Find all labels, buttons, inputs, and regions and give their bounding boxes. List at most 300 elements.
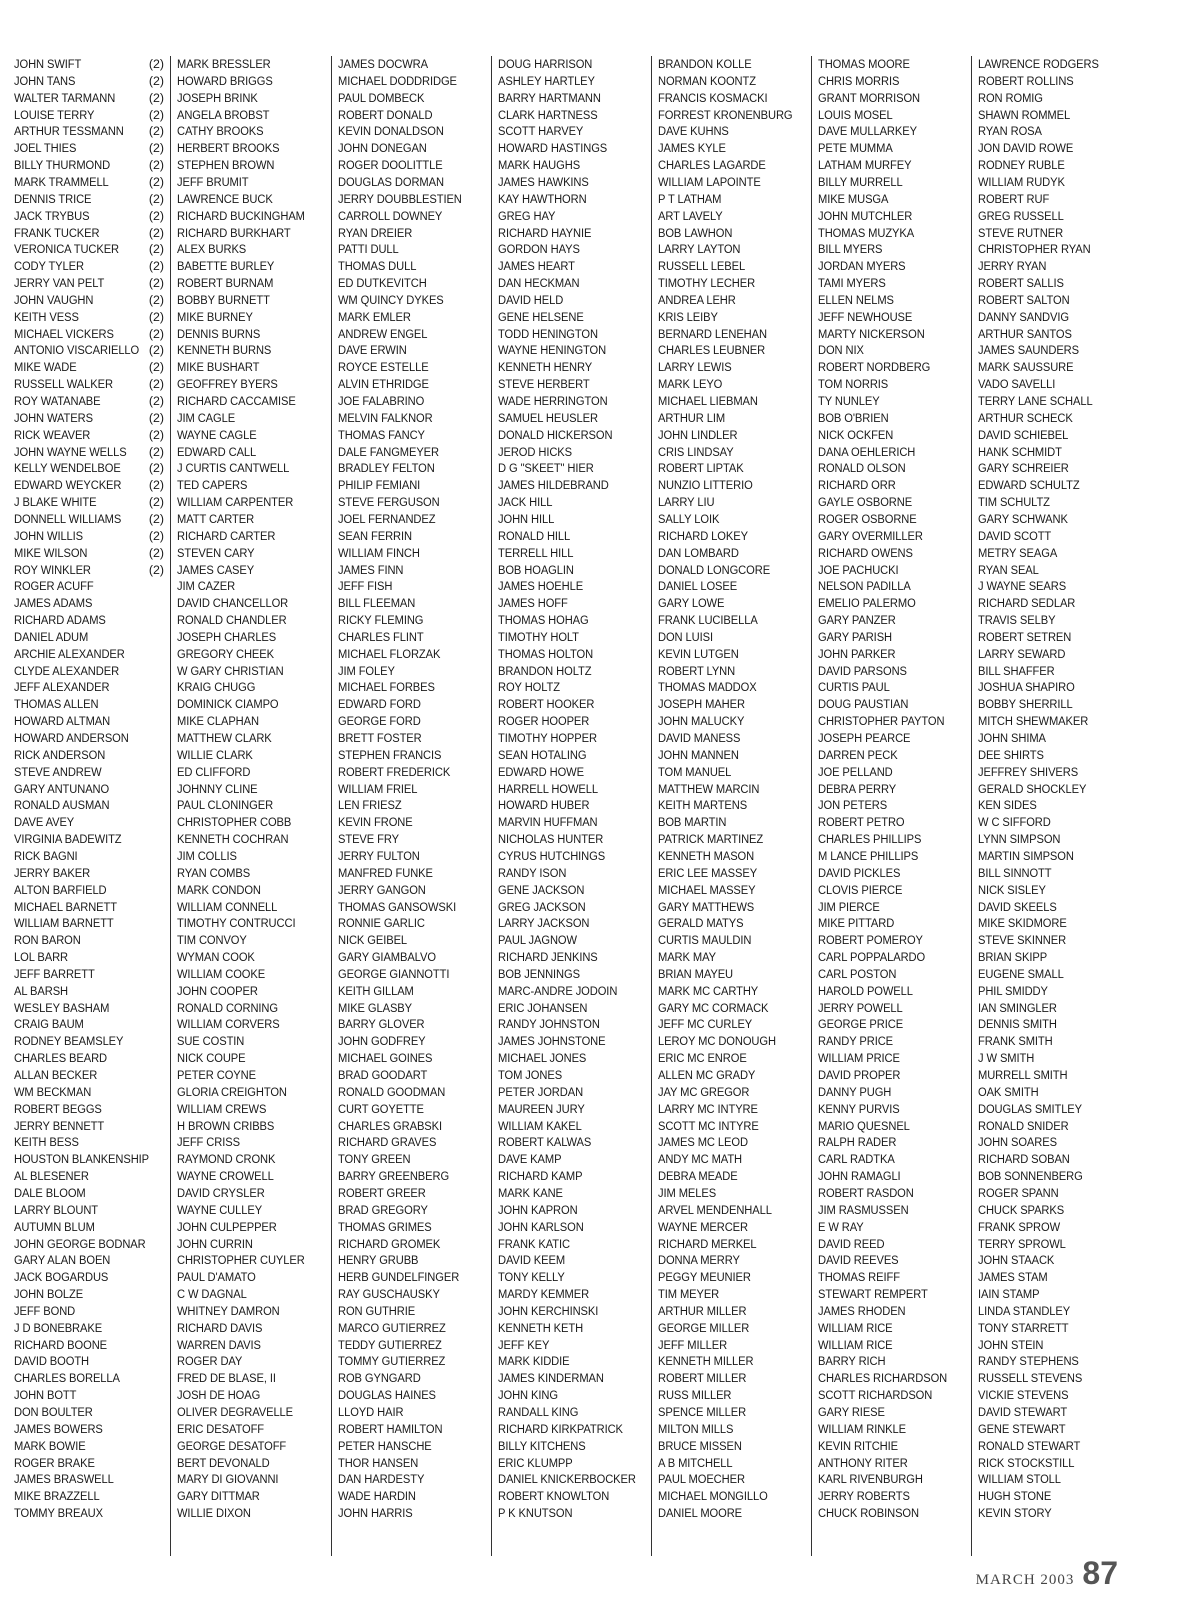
list-item-name: H BROWN CRIBBS	[177, 1118, 275, 1133]
list-item-name: WILLIAM BARNETT	[14, 916, 114, 931]
list-item-name: RICHARD ORR	[818, 478, 896, 493]
list-item-name: MICHAEL DODDRIDGE	[338, 73, 457, 88]
entry-count: (2)	[148, 360, 164, 375]
list-item-name: CHRISTOPHER RYAN	[978, 242, 1091, 257]
list-item-name: W C SIFFORD	[978, 815, 1051, 830]
list-item-name: ERIC JOHANSEN	[498, 1000, 588, 1015]
list-item-name: DAVID REED	[818, 1236, 885, 1251]
list-item-name: DAVE AVEY	[14, 815, 75, 830]
list-item-name: RICHARD KAMP	[498, 1169, 583, 1184]
list-item-name: ROBERT RUF	[978, 191, 1050, 206]
list-item-name: JOHN LINDLER	[658, 427, 738, 442]
list-item-name: BOB O'BRIEN	[818, 410, 889, 425]
list-item-name: KEN SIDES	[978, 798, 1037, 813]
entry-count: (2)	[148, 495, 164, 510]
list-item-name: DAVE MULLARKEY	[818, 124, 917, 139]
list-item-name: RYAN ROSA	[978, 124, 1042, 139]
list-item-name: RAYMOND CRONK	[177, 1152, 276, 1167]
list-item-name: CHRISTOPHER PAYTON	[818, 714, 945, 729]
entry-count: (2)	[148, 562, 164, 577]
list-item-name: BRUCE MISSEN	[658, 1438, 742, 1453]
list-item-name: NICK GEIBEL	[338, 933, 408, 948]
list-item-name: TERRY SPROWL	[978, 1236, 1066, 1251]
list-item-name: JEFF KEY	[498, 1337, 550, 1352]
list-item-name: BOB SONNENBERG	[978, 1169, 1083, 1184]
list-item-name: RONALD OLSON	[818, 461, 906, 476]
list-item-name: DAVID SKEELS	[978, 899, 1057, 914]
entry-count: (2)	[148, 90, 164, 105]
list-item-name: STEVE FERGUSON	[338, 495, 440, 510]
list-item-name: MELVIN FALKNOR	[338, 410, 433, 425]
list-item-name: CARROLL DOWNEY	[338, 208, 443, 223]
list-item-name: WILLIAM LAPOINTE	[658, 174, 761, 189]
name-column-5	[651, 56, 816, 1556]
list-item-name: J D BONEBRAKE	[14, 1320, 103, 1335]
list-item-name: TODD HENINGTON	[498, 326, 598, 341]
list-item-name: DAVID SCHIEBEL	[978, 427, 1069, 442]
list-item-name: DAVID PROPER	[818, 1068, 901, 1082]
entry-count: (2)	[148, 242, 164, 257]
entry-count: (2)	[148, 444, 164, 459]
list-item-name: RONALD SNIDER	[978, 1118, 1069, 1133]
list-item-name: FRANK TUCKER	[14, 225, 100, 240]
list-item-name: NUNZIO LITTERIO	[658, 478, 753, 493]
list-item-name: JOHN MANNEN	[658, 747, 739, 762]
list-item-name: JEFF CRISS	[177, 1135, 240, 1150]
list-item-name: BRANDON KOLLE	[658, 57, 752, 71]
list-item-name: JAMES CASEY	[177, 562, 255, 577]
list-item-name: LEROY MC DONOUGH	[658, 1034, 776, 1049]
list-item-name: P T LATHAM	[658, 191, 722, 206]
list-item-name: DAVID BOOTH	[14, 1354, 90, 1369]
list-item-name: JAMES HOFF	[498, 596, 568, 611]
list-item-name: HOUSTON BLANKENSHIP	[14, 1152, 150, 1167]
list-item-name: KENNETH COCHRAN	[177, 832, 289, 847]
list-item-name: ARCHIE ALEXANDER	[14, 646, 125, 661]
list-item-name: VERONICA TUCKER	[14, 242, 120, 257]
list-item-name: WILLIAM RUDYK	[978, 174, 1065, 189]
list-item-name: JOHN RAMAGLI	[818, 1169, 901, 1184]
list-item-name: JOHN HARRIS	[338, 1506, 413, 1521]
list-item-name: MIKE SKIDMORE	[978, 916, 1067, 931]
list-item-name: TERRELL HILL	[498, 545, 574, 560]
list-item-name: DANA OEHLERICH	[818, 444, 916, 459]
list-item-name: STEPHEN BROWN	[177, 158, 275, 173]
list-item-name: JACK TRYBUS	[14, 208, 90, 223]
list-item-name: KEITH GILLAM	[338, 983, 414, 998]
list-item-name: ROBERT RASDON	[818, 1185, 914, 1200]
list-item-name: MARVIN HUFFMAN	[498, 815, 598, 830]
list-item-name: DOUGLAS DORMAN	[338, 174, 444, 189]
list-item-name: GARY MATTHEWS	[658, 899, 755, 914]
list-item-name: BARRY HARTMANN	[498, 90, 601, 105]
list-item-name: TIMOTHY HOLT	[498, 629, 579, 644]
list-item-name: BRANDON HOLTZ	[498, 663, 592, 678]
list-item-name: BOBBY SHERRILL	[978, 697, 1073, 712]
list-item-name: JACK BOGARDUS	[14, 1270, 109, 1285]
list-item-name: MILTON MILLS	[658, 1421, 734, 1436]
list-item-name: DEBRA MEADE	[658, 1169, 738, 1184]
list-item-name: DONNA MERRY	[658, 1253, 740, 1268]
list-item-name: MATT CARTER	[177, 511, 255, 526]
list-item-name: RICHARD KIRKPATRICK	[498, 1421, 623, 1436]
list-item-name: JOHN GODFREY	[338, 1034, 426, 1049]
list-item-name: TOM JONES	[498, 1068, 563, 1082]
list-item-name: RON GUTHRIE	[338, 1303, 416, 1318]
entry-count: (2)	[148, 191, 164, 206]
list-item-name: BILL MYERS	[818, 242, 883, 257]
list-item-name: RICHARD SOBAN	[978, 1152, 1070, 1167]
list-item-name: ROGER DAY	[177, 1354, 243, 1369]
list-item-name: WILLIAM RICE	[818, 1337, 893, 1352]
list-item-name: JERRY VAN PELT	[14, 276, 105, 291]
list-item-name: MIKE GLASBY	[338, 1000, 413, 1015]
list-item-name: AUTUMN BLUM	[14, 1219, 95, 1234]
list-item-name: GRANT MORRISON	[818, 90, 921, 105]
list-item-name: JERRY BAKER	[14, 865, 91, 880]
list-item-name: AL BARSH	[14, 983, 69, 998]
entry-count: (2)	[148, 309, 164, 324]
list-item-name: ASHLEY HARTLEY	[498, 73, 595, 88]
list-item-name: ROBERT HOOKER	[498, 697, 595, 712]
list-item-name: GERALD SHOCKLEY	[978, 781, 1087, 796]
list-item-name: JEFF BRUMIT	[177, 174, 249, 189]
list-item-name: GORDON HAYS	[498, 242, 580, 257]
list-item-name: RUSSELL LEBEL	[658, 259, 746, 274]
list-item-name: TIMOTHY LECHER	[658, 276, 756, 291]
list-item-name: JAMES STAM	[978, 1270, 1048, 1285]
list-item-name: KENNETH KETH	[498, 1320, 584, 1335]
list-item-name: THOMAS REIFF	[818, 1270, 900, 1285]
list-item-name: JOSEPH PEARCE	[818, 731, 911, 745]
list-item-name: GREG JACKSON	[498, 899, 586, 914]
list-item-name: DAVID SCOTT	[978, 528, 1052, 543]
list-item-name: TOM MANUEL	[658, 764, 732, 779]
list-item-name: JOSHUA SHAPIRO	[978, 680, 1075, 695]
list-item-name: JOHN SWIFT	[14, 57, 82, 71]
list-item-name: KAY HAWTHORN	[498, 191, 587, 206]
list-item-name: DAVE KAMP	[498, 1152, 562, 1167]
list-item-name: DAVID MANESS	[658, 731, 741, 745]
list-item-name: TED CAPERS	[177, 478, 248, 493]
list-item-name: DAN LOMBARD	[658, 545, 739, 560]
list-item-name: GARY SCHREIER	[978, 461, 1069, 476]
entry-count: (2)	[148, 73, 164, 88]
list-item-name: BOB HOAGLIN	[498, 562, 574, 577]
list-item-name: DOUG PAUSTIAN	[818, 697, 909, 712]
list-item-name: ROBERT HAMILTON	[338, 1421, 443, 1436]
list-item-name: JAMES KINDERMAN	[498, 1371, 604, 1386]
list-item-name: HENRY GRUBB	[338, 1253, 419, 1268]
list-item-name: MICHAEL FORBES	[338, 680, 435, 695]
list-item-name: CURTIS PAUL	[818, 680, 890, 695]
list-item-name: ARTHUR MILLER	[658, 1303, 747, 1318]
list-item-name: WHITNEY DAMRON	[177, 1303, 280, 1318]
list-item-name: JAMES HILDEBRAND	[498, 478, 609, 493]
list-item-name: DALE BLOOM	[14, 1185, 86, 1200]
list-item-name: KEITH VESS	[14, 309, 79, 324]
list-item-name: JOSH DE HOAG	[177, 1388, 261, 1403]
list-item-name: ROBERT MILLER	[658, 1371, 747, 1386]
list-item-name: ROBERT ROLLINS	[978, 73, 1074, 88]
list-item-name: SEAN HOTALING	[498, 747, 587, 762]
list-item-name: RANDY STEPHENS	[978, 1354, 1079, 1369]
list-item-name: BABETTE BURLEY	[177, 259, 275, 274]
list-item-name: RONNIE GARLIC	[338, 916, 425, 931]
list-item-name: RICHARD JENKINS	[498, 950, 598, 965]
list-item-name: VIRGINIA BADEWITZ	[14, 832, 122, 847]
list-item-name: RICKY FLEMING	[338, 613, 424, 628]
list-item-name: RON ROMIG	[978, 90, 1043, 105]
list-item-name: OAK SMITH	[978, 1084, 1039, 1099]
list-item-name: BRETT FOSTER	[338, 731, 422, 745]
list-item-name: MARK TRAMMELL	[14, 174, 109, 189]
list-item-name: A B MITCHELL	[658, 1455, 733, 1470]
list-item-name: CHARLES BORELLA	[14, 1371, 120, 1386]
list-item-name: JEFF BARRETT	[14, 966, 95, 981]
list-item-name: RONALD AUSMAN	[14, 798, 110, 813]
list-item-name: FORREST KRONENBURG	[658, 107, 793, 122]
list-item-name: AL BLESENER	[14, 1169, 89, 1184]
list-item-name: RAY GUSCHAUSKY	[338, 1287, 440, 1302]
list-item-name: PETE MUMMA	[818, 141, 893, 156]
list-item-name: BILL FLEEMAN	[338, 596, 416, 611]
list-item-name: TOMMY BREAUX	[14, 1506, 103, 1521]
list-item-name: CHUCK ROBINSON	[818, 1506, 919, 1521]
list-item-name: JEFF BOND	[14, 1303, 76, 1318]
list-item-name: JOE PELLAND	[818, 764, 893, 779]
list-item-name: JOHN KARLSON	[498, 1219, 584, 1234]
list-item-name: RON BARON	[14, 933, 81, 948]
list-item-name: MICHAEL JONES	[498, 1051, 587, 1066]
entry-count: (2)	[148, 208, 164, 223]
list-item-name: ROY HOLTZ	[498, 680, 560, 695]
list-item-name: PHIL SMIDDY	[978, 983, 1048, 998]
list-item-name: ANGELA BROBST	[177, 107, 270, 122]
list-item-name: CARL POSTON	[818, 966, 897, 981]
list-item-name: PATRICK MARTINEZ	[658, 832, 764, 847]
list-item-name: BOB LAWHON	[658, 225, 733, 240]
list-item-name: JOEL THIES	[14, 141, 77, 156]
list-item-name: STEVE FRY	[338, 832, 399, 847]
list-item-name: THOMAS DULL	[338, 259, 417, 274]
list-item-name: DENNIS TRICE	[14, 191, 92, 206]
list-item-name: DON LUISI	[658, 629, 713, 644]
list-item-name: MARK BOWIE	[14, 1438, 86, 1453]
list-item-name: THOMAS HOLTON	[498, 646, 594, 661]
list-item-name: GREG HAY	[498, 208, 556, 223]
list-item-name: STEPHEN FRANCIS	[338, 747, 442, 762]
list-item-name: SCOTT HARVEY	[498, 124, 584, 139]
list-item-name: JIM FOLEY	[338, 663, 395, 678]
list-item-name: LARRY LEWIS	[658, 360, 732, 375]
list-item-name: GREG RUSSELL	[978, 208, 1064, 223]
list-item-name: THOMAS ALLEN	[14, 697, 99, 712]
list-item-name: CHUCK SPARKS	[978, 1202, 1065, 1217]
entry-count: (2)	[148, 461, 164, 476]
list-item-name: EDWARD HOWE	[498, 764, 584, 779]
list-item-name: MARK MAY	[658, 950, 716, 965]
list-item-name: JERRY BENNETT	[14, 1118, 105, 1133]
list-item-name: TIM MEYER	[658, 1287, 720, 1302]
list-item-name: ROB GYNGARD	[338, 1371, 421, 1386]
list-item-name: RONALD CORNING	[177, 1000, 278, 1015]
list-item-name: DANIEL KNICKERBOCKER	[498, 1472, 636, 1487]
list-item-name: RUSSELL STEVENS	[978, 1371, 1083, 1386]
list-item-name: EMELIO PALERMO	[818, 596, 916, 611]
list-item-name: GARY ANTUNANO	[14, 781, 110, 796]
list-item-name: CATHY BROOKS	[177, 124, 264, 139]
list-item-name: FRED DE BLASE, II	[177, 1371, 276, 1386]
list-item-name: DEBRA PERRY	[818, 781, 897, 796]
list-item-name: LARRY LAYTON	[658, 242, 741, 257]
list-item-name: HANK SCHMIDT	[978, 444, 1062, 459]
list-item-name: PAUL D'AMATO	[177, 1270, 256, 1285]
list-item-name: METRY SEAGA	[978, 545, 1058, 560]
list-item-name: LOL BARR	[14, 950, 69, 965]
list-item-name: DAVID CHANCELLOR	[177, 596, 289, 611]
list-item-name: GARY GIAMBALVO	[338, 950, 436, 965]
list-item-name: CHRIS MORRIS	[818, 73, 900, 88]
list-item-name: THOMAS MUZYKA	[818, 225, 915, 240]
list-item-name: MURRELL SMITH	[978, 1068, 1068, 1082]
list-item-name: MICHAEL MONGILLO	[658, 1489, 768, 1504]
list-item-name: ALLAN BECKER	[14, 1068, 98, 1082]
list-item-name: GEORGE PRICE	[818, 1017, 904, 1032]
list-item-name: CHARLES FLINT	[338, 629, 424, 644]
list-item-name: HERBERT BROOKS	[177, 141, 280, 156]
list-item-name: ARVEL MENDENHALL	[658, 1202, 772, 1217]
list-item-name: JAMES BOWERS	[14, 1421, 103, 1436]
list-item-name: DAVID STEWART	[978, 1405, 1068, 1419]
list-item-name: ROBERT POMEROY	[818, 933, 923, 948]
list-item-name: JAMES HEART	[498, 259, 575, 274]
list-item-name: RICHARD GRAVES	[338, 1135, 437, 1150]
issue-date: MARCH 2003	[975, 1572, 1075, 1588]
list-item-name: RANDY ISON	[498, 865, 567, 880]
list-item-name: WAYNE HENINGTON	[498, 343, 607, 358]
list-item-name: GENE HELSENE	[498, 309, 584, 324]
list-item-name: RODNEY RUBLE	[978, 158, 1065, 173]
list-item-name: THOMAS MADDOX	[658, 680, 757, 695]
list-item-name: RYAN COMBS	[177, 865, 251, 880]
list-item-name: ELLEN NELMS	[818, 292, 894, 307]
list-item-name: PETER COYNE	[177, 1068, 256, 1082]
list-item-name: ROBERT BEGGS	[14, 1101, 102, 1116]
list-item-name: RICK WEAVER	[14, 427, 91, 442]
list-item-name: BILL SHAFFER	[978, 663, 1055, 678]
list-item-name: MARK EMLER	[338, 309, 411, 324]
list-item-name: TEDDY GUTIERREZ	[338, 1337, 442, 1352]
list-item-name: BRADLEY FELTON	[338, 461, 435, 476]
list-item-name: PHILIP FEMIANI	[338, 478, 421, 493]
list-item-name: JAMES HAWKINS	[498, 174, 589, 189]
entry-count: (2)	[148, 276, 164, 291]
entry-count: (2)	[148, 326, 164, 341]
list-item-name: ROGER SPANN	[978, 1185, 1059, 1200]
list-item-name: LARRY BLOUNT	[14, 1202, 99, 1217]
list-item-name: LOUIS MOSEL	[818, 107, 893, 122]
list-item-name: GARY ALAN BOEN	[14, 1253, 111, 1268]
list-item-name: CODY TYLER	[14, 259, 84, 274]
list-item-name: MAUREEN JURY	[498, 1101, 585, 1116]
list-item-name: JOHN PARKER	[818, 646, 896, 661]
list-item-name: MARY DI GIOVANNI	[177, 1472, 279, 1487]
entry-count: (2)	[148, 478, 164, 493]
list-item-name: EUGENE SMALL	[978, 966, 1064, 981]
list-item-name: JERRY DOUBBLESTIEN	[338, 191, 462, 206]
list-item-name: DAVID PARSONS	[818, 663, 907, 678]
list-item-name: JAY MC GREGOR	[658, 1084, 750, 1099]
list-item-name: WILLIAM COOKE	[177, 966, 266, 981]
list-item-name: TOM NORRIS	[818, 377, 889, 392]
list-item-name: MANFRED FUNKE	[338, 865, 433, 880]
list-item-name: KEVIN DONALDSON	[338, 124, 444, 139]
list-item-name: SPENCE MILLER	[658, 1405, 747, 1419]
list-item-name: JACK HILL	[498, 495, 553, 510]
list-item-name: MICHAEL MASSEY	[658, 882, 756, 897]
list-item-name: ROBERT SETREN	[978, 629, 1072, 644]
list-item-name: DONNELL WILLIAMS	[14, 511, 122, 526]
list-item-name: BERT DEVONALD	[177, 1455, 270, 1470]
list-item-name: WALTER TARMANN	[14, 90, 116, 105]
list-item-name: JERRY ROBERTS	[818, 1489, 910, 1504]
list-item-name: MARK MC CARTHY	[658, 983, 759, 998]
list-item-name: RICHARD BOONE	[14, 1337, 108, 1352]
list-item-name: ERIC KLUMPP	[498, 1455, 573, 1470]
list-item-name: DAVID CRYSLER	[177, 1185, 265, 1200]
list-item-name: ROGER HOOPER	[498, 714, 590, 729]
list-item-name: RICHARD LOKEY	[658, 528, 748, 543]
list-item-name: DON NIX	[818, 343, 864, 358]
list-item-name: DOUGLAS SMITLEY	[978, 1101, 1083, 1116]
list-item-name: HUGH STONE	[978, 1489, 1052, 1504]
list-item-name: ARTHUR TESSMANN	[14, 124, 124, 139]
name-column-1	[14, 56, 172, 1556]
list-item-name: JAMES HOEHLE	[498, 579, 584, 594]
list-item-name: RICHARD HAYNIE	[498, 225, 592, 240]
list-item-name: ROBERT LYNN	[658, 663, 736, 678]
list-item-name: ROBERT NORDBERG	[818, 360, 931, 375]
list-item-name: MARK KIDDIE	[498, 1354, 570, 1369]
list-item-name: RONALD STEWART	[978, 1438, 1081, 1453]
entry-count: (2)	[148, 158, 164, 173]
list-item-name: JOHN MALUCKY	[658, 714, 745, 729]
list-item-name: WESLEY BASHAM	[14, 1000, 110, 1015]
list-item-name: ROBERT DONALD	[338, 107, 433, 122]
list-item-name: JOHN COOPER	[177, 983, 258, 998]
list-item-name: TIM SCHULTZ	[978, 495, 1050, 510]
list-item-name: LAWRENCE RODGERS	[978, 57, 1099, 71]
page-footer	[976, 1555, 1118, 1592]
list-item-name: BILLY MURRELL	[818, 174, 903, 189]
list-item-name: DANIEL ADUM	[14, 629, 89, 644]
list-item-name: GARY SCHWANK	[978, 511, 1068, 526]
list-item-name: CHARLES GRABSKI	[338, 1118, 443, 1133]
list-item-name: LARRY SEWARD	[978, 646, 1066, 661]
list-item-name: DANIEL LOSEE	[658, 579, 738, 594]
name-column-7	[971, 56, 1136, 1556]
list-item-name: CYRUS HUTCHINGS	[498, 848, 606, 863]
list-item-name: GAYLE OSBORNE	[818, 495, 913, 510]
list-item-name: ANDREA LEHR	[658, 292, 736, 307]
list-item-name: SAMUEL HEUSLER	[498, 410, 598, 425]
list-item-name: RONALD HILL	[498, 528, 571, 543]
list-item-name: GARY RIESE	[818, 1405, 885, 1419]
list-item-name: GEORGE MILLER	[658, 1320, 750, 1335]
list-item-name: NORMAN KOONTZ	[658, 73, 756, 88]
list-item-name: RODNEY BEAMSLEY	[14, 1034, 124, 1049]
